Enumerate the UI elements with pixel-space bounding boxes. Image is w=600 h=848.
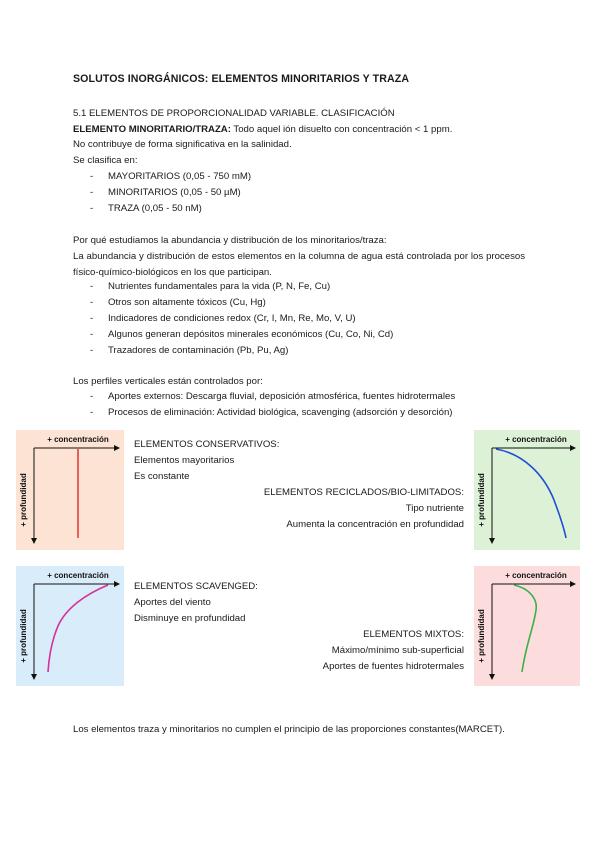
list-item: Trazadores de contaminación (Pb, Pu, Ag): [108, 345, 289, 356]
conservative-profile-diagram: [16, 430, 124, 550]
conservative-line1: Elementos mayoritarios: [134, 455, 235, 466]
axis-x-label: + concentración: [47, 435, 109, 444]
axis-x-label: + concentración: [505, 571, 567, 580]
no-contribuye-text: No contribuye de forma significativa en la salinidad.: [73, 139, 292, 150]
definition-line: [73, 123, 452, 136]
scavenged-profile-diagram: [16, 566, 124, 686]
reasons-list: [0, 280, 600, 360]
axis-y-label: + profundidad: [477, 609, 486, 663]
list-item: MAYORITARIOS (0,05 - 750 mM): [108, 171, 252, 182]
scavenged-heading: ELEMENTOS SCAVENGED:: [134, 581, 258, 592]
axis-y-label: + profundidad: [19, 609, 28, 663]
scavenged-line2: Disminuye en profundidad: [134, 613, 246, 624]
recycled-line2: Aumenta la concentración en profundidad: [286, 519, 464, 530]
scavenged-line1: Aportes del viento: [134, 597, 211, 608]
list-item: Nutrientes fundamentales para la vida (P, N, Fe, Cu): [108, 281, 331, 292]
list-item: Indicadores de condiciones redox (Cr, I, Mn, Re, Mo, V, U): [108, 313, 356, 324]
axis-x-label: + concentración: [505, 435, 567, 444]
list-item: TRAZA (0,05 - 50 nM): [108, 203, 202, 214]
bullet-dash: -: [90, 187, 94, 198]
mixed-heading: ELEMENTOS MIXTOS:: [363, 629, 464, 640]
se-clasifica-text: Se clasifica en:: [73, 155, 138, 166]
bullet-dash: -: [90, 203, 94, 214]
axis-x-label: + concentración: [47, 571, 109, 580]
section-heading: 5.1 ELEMENTOS DE PROPORCIONALIDAD VARIABLE. CLASIFICACIÓN: [73, 108, 395, 119]
why-heading: Por qué estudiamos la abundancia y distribución de los minoritarios/traza:: [73, 235, 387, 246]
mixed-line2: Aportes de fuentes hidrotermales: [322, 661, 464, 672]
profiles-heading: Los perfiles verticales están controlados por:: [73, 376, 263, 387]
controls-list: [0, 390, 600, 422]
bullet-dash: -: [90, 407, 94, 418]
bullet-dash: -: [90, 345, 94, 356]
list-item: Aportes externos: Descarga fluvial, deposición atmosférica, fuentes hidrotermales: [108, 391, 456, 402]
axis-y-label: + profundidad: [19, 473, 28, 527]
conservative-line2: Es constante: [134, 471, 190, 482]
bullet-dash: -: [90, 171, 94, 182]
definition-text: Todo aquel ión disuelto con concentración < 1 ppm.: [230, 124, 453, 135]
list-item: Procesos de eliminación: Actividad biológica, scavenging (adsorción y desorción): [108, 407, 453, 418]
recycled-line1: Tipo nutriente: [405, 503, 464, 514]
bullet-dash: -: [90, 313, 94, 324]
footer-text: Los elementos traza y minoritarios no cumplen el principio de las proporciones constantes(MARCET).: [73, 724, 505, 735]
axis-y-label: + profundidad: [477, 473, 486, 527]
list-item: Otros son altamente tóxicos (Cu, Hg): [108, 297, 266, 308]
recycled-profile-diagram: [474, 430, 580, 550]
definition-term: ELEMENTO MINORITARIO/TRAZA:: [73, 124, 231, 135]
bullet-dash: -: [90, 329, 94, 340]
why-paragraph: La abundancia y distribución de estos elementos en la columna de agua está controlada por los procesos físico-químico-biológicos en los que participan.: [73, 251, 525, 278]
list-item: Algunos generan depósitos minerales económicos (Cu, Co, Ni, Cd): [108, 329, 394, 340]
list-item: MINORITARIOS (0,05 - 50 µM): [108, 187, 241, 198]
conservative-heading: ELEMENTOS CONSERVATIVOS:: [134, 439, 280, 450]
bullet-dash: -: [90, 391, 94, 402]
bullet-dash: -: [90, 297, 94, 308]
classes-list: [0, 170, 600, 230]
mixed-profile-diagram: [474, 566, 580, 686]
recycled-heading: ELEMENTOS RECICLADOS/BIO-LIMITADOS:: [263, 487, 464, 498]
bullet-dash: -: [90, 281, 94, 292]
page-title: SOLUTOS INORGÁNICOS: ELEMENTOS MINORITARIOS Y TRAZA: [73, 73, 410, 85]
mixed-line1: Máximo/mínimo sub-superficial: [331, 645, 464, 656]
